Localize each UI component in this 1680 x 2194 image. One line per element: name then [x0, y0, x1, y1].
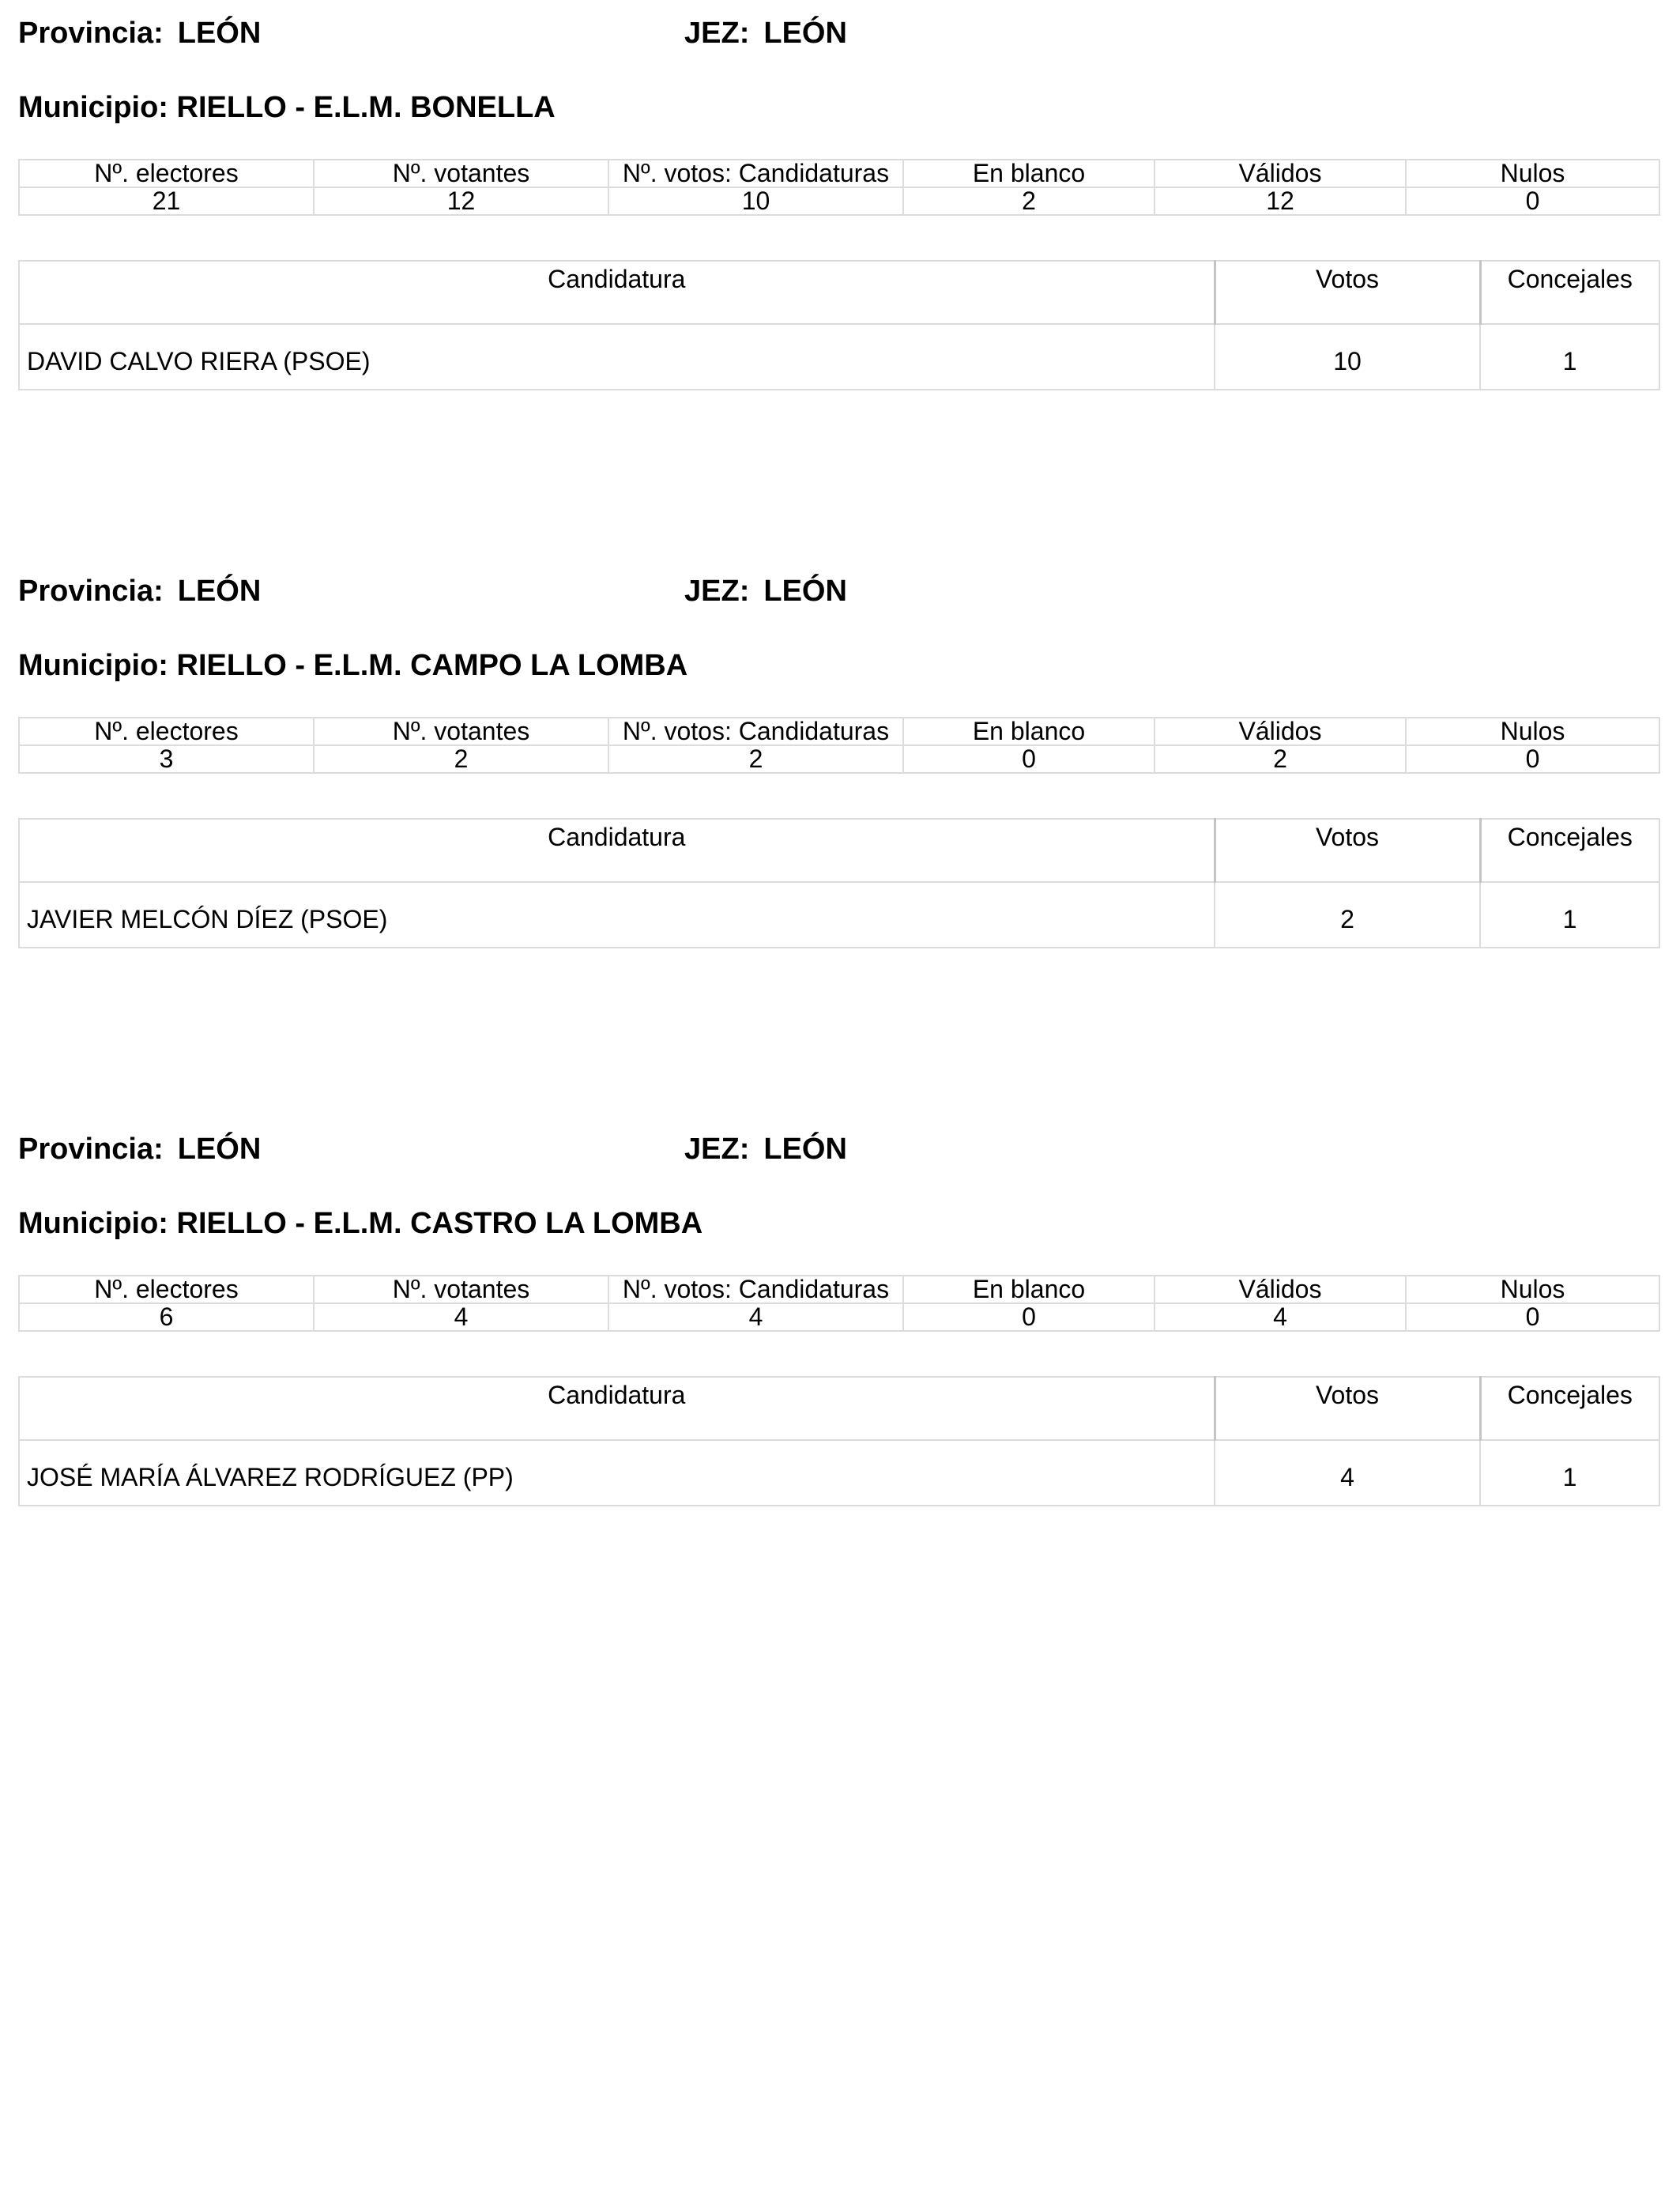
votos-header: Votos: [1215, 261, 1480, 324]
candidatura-header: Candidatura: [19, 261, 1215, 324]
candidate-name: JAVIER MELCÓN DÍEZ (PSOE): [19, 882, 1215, 948]
candidates-table: [18, 818, 1660, 948]
municipio-label: Municipio:: [18, 649, 168, 682]
stats-header-nulos: Nulos: [1406, 1276, 1659, 1303]
stats-header-nulos: Nulos: [1406, 160, 1659, 187]
stats-header-validos: Válidos: [1155, 160, 1406, 187]
municipio-label: Municipio:: [18, 91, 168, 124]
stats-header-votos-candidaturas: Nº. votos: Candidaturas: [608, 718, 903, 745]
stats-value-nulos: 0: [1406, 187, 1659, 215]
candidates-header-row: [19, 819, 1659, 882]
stats-header-electores: Nº. electores: [19, 718, 314, 745]
table-row: [19, 324, 1659, 390]
stats-value-votantes: 4: [314, 1303, 608, 1331]
candidate-concejales: 1: [1480, 324, 1659, 390]
candidate-name: DAVID CALVO RIERA (PSOE): [19, 324, 1215, 390]
provincia-line: [18, 1132, 261, 1167]
stats-header-row: [19, 1276, 1659, 1303]
stats-value-votantes: 12: [314, 187, 608, 215]
candidates-table: [18, 1376, 1660, 1506]
municipio-line: [18, 648, 687, 683]
municipio-value: RIELLO - E.L.M. CASTRO LA LOMBA: [176, 1207, 703, 1240]
candidates-header-row: [19, 1377, 1659, 1440]
jez-line: [684, 574, 847, 609]
candidates-header-row: [19, 261, 1659, 324]
concejales-header: Concejales: [1480, 819, 1659, 882]
candidate-votos: 10: [1215, 324, 1480, 390]
candidatura-header: Candidatura: [19, 1377, 1215, 1440]
jez-line: [684, 16, 847, 51]
candidate-concejales: 1: [1480, 882, 1659, 948]
provincia-line: [18, 574, 261, 609]
stats-value-en-blanco: 2: [903, 187, 1155, 215]
municipio-value: RIELLO - E.L.M. CAMPO LA LOMBA: [176, 649, 688, 682]
stats-header-votos-candidaturas: Nº. votos: Candidaturas: [608, 1276, 903, 1303]
provincia-line: [18, 16, 261, 51]
stats-table: [18, 717, 1660, 774]
municipio-line: [18, 1206, 703, 1241]
stats-header-en-blanco: En blanco: [903, 160, 1155, 187]
stats-value-votos-candidaturas: 10: [608, 187, 903, 215]
stats-header-votantes: Nº. votantes: [314, 160, 608, 187]
stats-header-row: [19, 718, 1659, 745]
municipio-line: [18, 90, 556, 125]
jez-value: LEÓN: [763, 575, 847, 608]
provincia-label: Provincia:: [18, 1133, 164, 1166]
votos-header: Votos: [1215, 819, 1480, 882]
votos-header: Votos: [1215, 1377, 1480, 1440]
stats-value-electores: 3: [19, 745, 314, 773]
stats-value-row: [19, 745, 1659, 773]
candidatura-header: Candidatura: [19, 819, 1215, 882]
stats-value-row: [19, 187, 1659, 215]
stats-value-row: [19, 1303, 1659, 1331]
jez-label: JEZ:: [684, 1133, 750, 1166]
stats-value-validos: 4: [1155, 1303, 1406, 1331]
jez-label: JEZ:: [684, 575, 750, 608]
stats-value-validos: 2: [1155, 745, 1406, 773]
stats-header-en-blanco: En blanco: [903, 718, 1155, 745]
concejales-header: Concejales: [1480, 261, 1659, 324]
stats-value-votos-candidaturas: 2: [608, 745, 903, 773]
stats-header-nulos: Nulos: [1406, 718, 1659, 745]
provincia-label: Provincia:: [18, 575, 164, 608]
concejales-header: Concejales: [1480, 1377, 1659, 1440]
stats-value-electores: 6: [19, 1303, 314, 1331]
stats-value-votantes: 2: [314, 745, 608, 773]
provincia-value: LEÓN: [177, 1133, 262, 1166]
provincia-label: Provincia:: [18, 17, 164, 50]
candidate-concejales: 1: [1480, 1440, 1659, 1506]
stats-table: [18, 1275, 1660, 1332]
stats-value-nulos: 0: [1406, 1303, 1659, 1331]
stats-header-validos: Válidos: [1155, 1276, 1406, 1303]
stats-header-validos: Válidos: [1155, 718, 1406, 745]
stats-value-en-blanco: 0: [903, 745, 1155, 773]
stats-value-votos-candidaturas: 4: [608, 1303, 903, 1331]
candidates-table: [18, 260, 1660, 390]
section-castro-la-lomba: [18, 1116, 1659, 1622]
provincia-value: LEÓN: [177, 575, 262, 608]
stats-header-votos-candidaturas: Nº. votos: Candidaturas: [608, 160, 903, 187]
stats-value-electores: 21: [19, 187, 314, 215]
stats-value-nulos: 0: [1406, 745, 1659, 773]
section-campo-la-lomba: [18, 558, 1659, 1064]
candidate-votos: 2: [1215, 882, 1480, 948]
jez-value: LEÓN: [763, 17, 847, 50]
stats-header-row: [19, 160, 1659, 187]
table-row: [19, 882, 1659, 948]
section-bonella: [18, 0, 1659, 506]
municipio-value: RIELLO - E.L.M. BONELLA: [176, 91, 556, 124]
stats-header-votantes: Nº. votantes: [314, 718, 608, 745]
stats-header-en-blanco: En blanco: [903, 1276, 1155, 1303]
jez-label: JEZ:: [684, 17, 750, 50]
stats-header-electores: Nº. electores: [19, 160, 314, 187]
stats-value-en-blanco: 0: [903, 1303, 1155, 1331]
stats-value-validos: 12: [1155, 187, 1406, 215]
jez-line: [684, 1132, 847, 1167]
stats-table: [18, 159, 1660, 216]
jez-value: LEÓN: [763, 1133, 847, 1166]
stats-header-electores: Nº. electores: [19, 1276, 314, 1303]
provincia-value: LEÓN: [177, 17, 262, 50]
table-row: [19, 1440, 1659, 1506]
municipio-label: Municipio:: [18, 1207, 168, 1240]
candidate-votos: 4: [1215, 1440, 1480, 1506]
candidate-name: JOSÉ MARÍA ÁLVAREZ RODRÍGUEZ (PP): [19, 1440, 1215, 1506]
stats-header-votantes: Nº. votantes: [314, 1276, 608, 1303]
